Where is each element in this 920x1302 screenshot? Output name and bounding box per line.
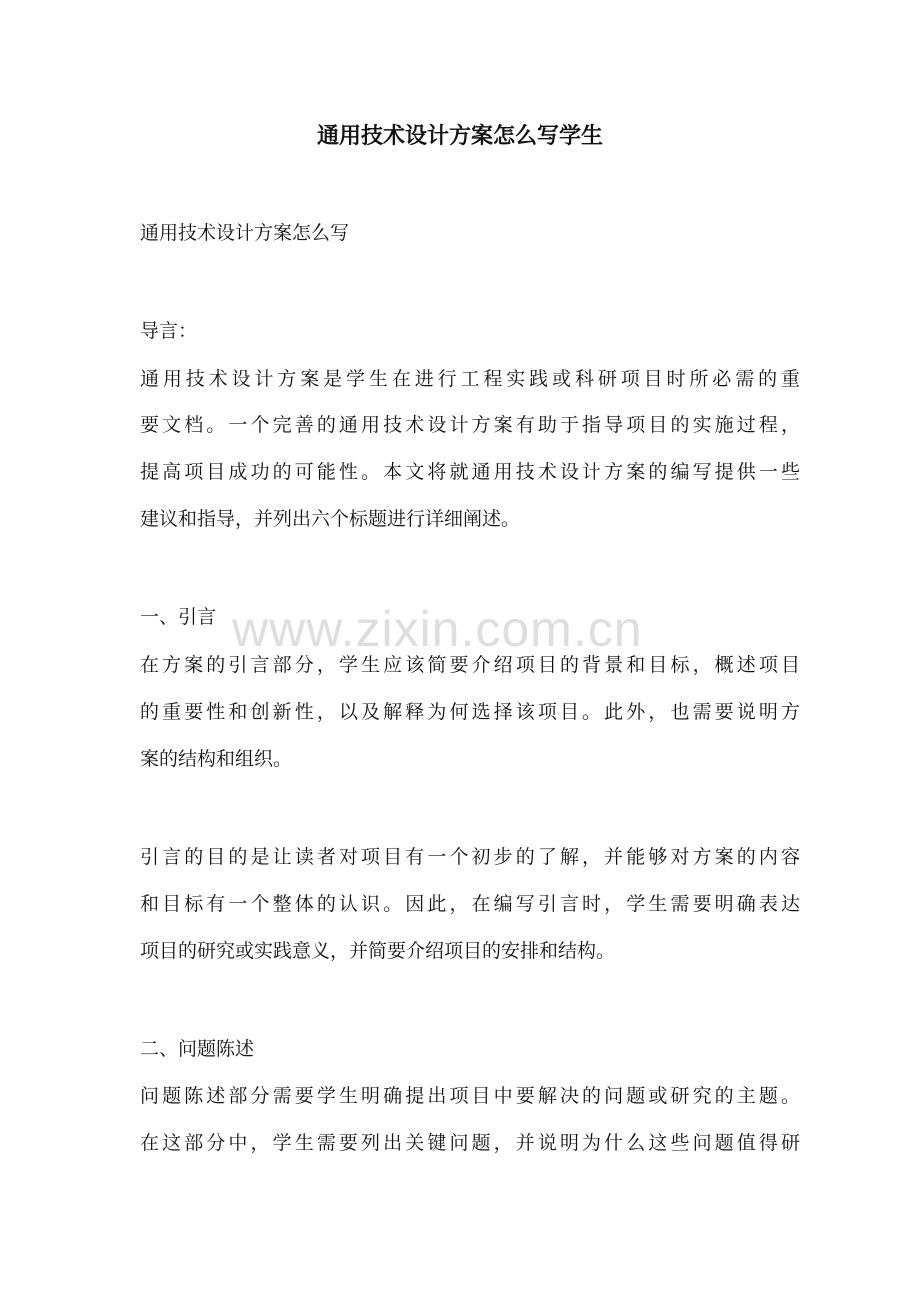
document-title: 通用技术设计方案怎么写学生 xyxy=(316,123,603,149)
intro-heading: 导言： xyxy=(140,320,198,342)
watermark: www.zixin.com.cn xyxy=(232,601,643,657)
section1-para1-line: 的重要性和创新性，以及解释为何选择该项目。此外，也需要说明方 xyxy=(140,701,800,723)
section1-para1-line: 在方案的引言部分，学生应该简要介绍项目的背景和目标，概述项目 xyxy=(140,654,800,676)
section1-para2-line: 项目的研究或实践意义，并简要介绍项目的安排和结构。 xyxy=(140,940,616,962)
intro-line: 提高项目成功的可能性。本文将就通用技术设计方案的编写提供一些 xyxy=(140,461,800,483)
document-subtitle: 通用技术设计方案怎么写 xyxy=(140,222,350,244)
intro-line: 通用技术设计方案是学生在进行工程实践或科研项目时所必需的重 xyxy=(140,368,800,390)
section1-para1-line: 案的结构和组织。 xyxy=(140,748,293,770)
intro-line: 要文档。一个完善的通用技术设计方案有助于指导项目的实施过程， xyxy=(140,414,800,436)
section2-heading: 二、问题陈述 xyxy=(140,1038,255,1060)
section2-line: 在这部分中，学生需要列出关键问题，并说明为什么这些问题值得研 xyxy=(140,1132,800,1154)
section1-para2-line: 引言的目的是让读者对项目有一个初步的了解，并能够对方案的内容 xyxy=(140,846,800,868)
section2-line: 问题陈述部分需要学生明确提出项目中要解决的问题或研究的主题。 xyxy=(140,1085,800,1107)
section1-para2-line: 和目标有一个整体的认识。因此，在编写引言时，学生需要明确表达 xyxy=(140,893,800,915)
intro-line: 建议和指导，并列出六个标题进行详细阐述。 xyxy=(140,508,521,530)
section1-heading: 一、引言 xyxy=(140,606,217,628)
